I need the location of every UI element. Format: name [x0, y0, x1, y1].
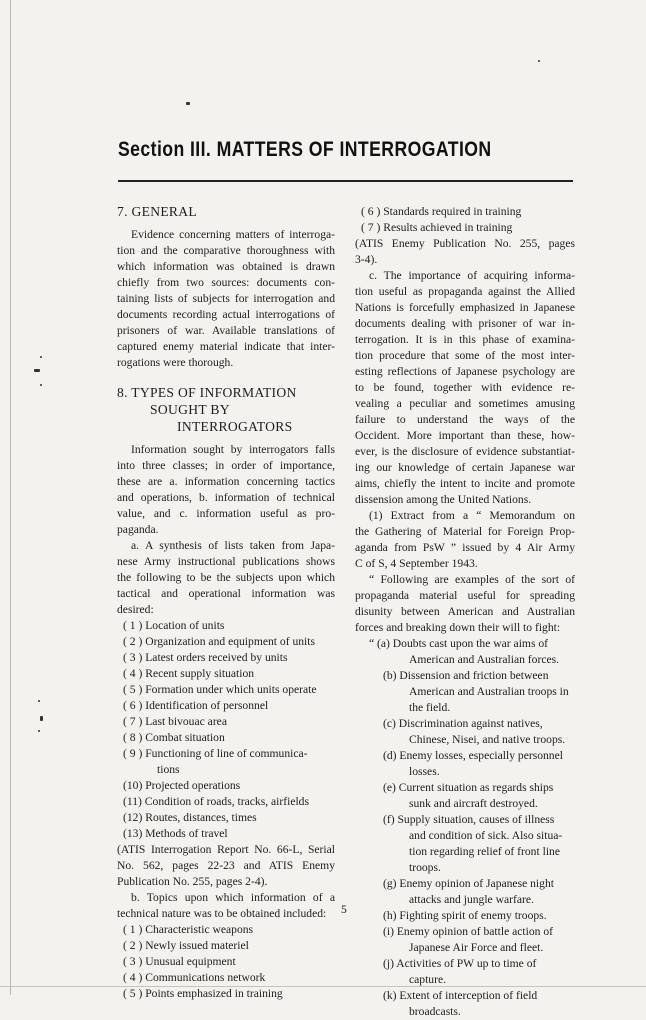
right-column-line: Chinese, Nisei, and native troops. — [409, 733, 566, 746]
left-column-line: documents recording actual interrogations of — [117, 308, 335, 321]
right-column-line: tion useful as propaganda against the Allied — [355, 285, 575, 298]
right-column-line: broadcasts. — [409, 1005, 461, 1018]
left-column-line: SOUGHT BY — [150, 402, 230, 417]
page-speck — [38, 730, 40, 732]
right-column-line: (f) Supply situation, causes of illness — [383, 813, 555, 826]
right-column — [355, 204, 575, 1020]
page-speck — [40, 716, 43, 721]
left-column-line: ( 2 ) Newly issued materiel — [123, 939, 249, 952]
right-column-line: documents dealing with prisoner of war in- — [355, 317, 575, 330]
right-column-line: forces and breaking down their will to fight: — [355, 621, 561, 634]
left-column-line: (ATIS Interrogation Report No. 66-L, Serial — [117, 843, 335, 856]
title-rule — [118, 180, 573, 182]
left-column-line: Information sought by interrogators falls — [131, 443, 335, 456]
left-column-line: ( 4 ) Recent supply situation — [123, 667, 255, 680]
left-column-line: (11) Condition of roads, tracks, airfields — [123, 795, 309, 808]
right-column-line: aganda from PsW ” issued by 4 Air Army — [355, 541, 575, 554]
left-column-line: ( 5 ) Formation under which units operate — [123, 683, 317, 696]
left-column-line: ( 6 ) Identification of personnel — [123, 699, 269, 712]
right-column-line: losses. — [409, 765, 440, 778]
right-column-line: (h) Fighting spirit of enemy troops. — [383, 909, 547, 922]
right-column-line: “ (a) Doubts cast upon the war aims of — [369, 637, 549, 650]
right-column-line: dissension among the United Nations. — [355, 493, 532, 506]
left-column-line: ( 2 ) Organization and equipment of units — [123, 635, 316, 648]
right-column-line: C of S, 4 September 1943. — [355, 557, 478, 570]
right-column-line: ( 6 ) Standards required in training — [361, 205, 522, 218]
left-column-line: a. A synthesis of lists taken from Japa- — [131, 539, 335, 552]
right-column-line: tion procedure that some of the most inter- — [355, 349, 575, 362]
left-column-line: ( 5 ) Points emphasized in training — [123, 987, 283, 1000]
right-column-line: to be found, together with evidence re- — [355, 381, 575, 394]
right-column-line: sunk and aircraft destroyed. — [409, 797, 538, 810]
left-column-line: captured enemy material indicate that inter- — [117, 340, 335, 353]
left-column-line: prisoners of war. Available translations of — [117, 324, 335, 337]
right-column-line: terrogation. It is in this phase of examina- — [355, 333, 575, 346]
left-column-line: Evidence concerning matters of interroga- — [131, 228, 335, 241]
right-column-line: disunity between American and Australian — [355, 605, 575, 618]
left-column-line: these are a. information concerning tactics — [117, 475, 335, 488]
right-column-line: 3-4). — [355, 253, 378, 266]
left-column-line: (12) Routes, distances, times — [123, 811, 257, 824]
left-column-line: Publication No. 255, pages 2-4). — [117, 875, 268, 888]
left-column-line: 8. TYPES OF INFORMATION — [117, 385, 297, 400]
left-column-line: (10) Projected operations — [123, 779, 241, 792]
left-column — [117, 204, 335, 1002]
right-column-line: capture. — [409, 973, 447, 986]
right-column-line: American and Australian forces. — [409, 653, 560, 666]
right-column-line: (k) Extent of interception of field — [383, 989, 538, 1002]
right-column-line: attacks and jungle warfare. — [409, 893, 534, 906]
left-column-line: value, and c. information useful as pro- — [117, 507, 335, 520]
right-column-line: propaganda material useful for spreading — [355, 589, 575, 602]
page-edge-shadow — [10, 0, 11, 995]
page-speck — [538, 60, 540, 62]
left-column-line: tions — [157, 763, 180, 776]
left-column-line: ( 1 ) Characteristic weapons — [123, 923, 254, 936]
right-column-line: (c) Discrimination against natives, — [383, 717, 543, 730]
left-column-line: which information was obtained is drawn — [117, 260, 335, 273]
left-column-line: paganda. — [117, 523, 159, 536]
right-column-line: “ Following are examples of the sort of — [369, 573, 575, 586]
left-column-line: rogations were thorough. — [117, 356, 234, 369]
right-column-line: (e) Current situation as regards ships — [383, 781, 554, 794]
left-column-line: into three classes; in order of importance, — [117, 459, 335, 472]
right-column-line: the field. — [409, 701, 451, 714]
left-column-line: nese Army instructional publications shows — [117, 555, 335, 568]
left-column-line: ( 1 ) Location of units — [123, 619, 225, 632]
right-column-line: failure to understand the ways of the — [355, 413, 575, 426]
right-column-line: c. The importance of acquiring informa- — [369, 269, 575, 282]
page-speck — [40, 384, 42, 386]
page-speck — [186, 102, 190, 105]
left-column-line: and operations, b. information of technical — [117, 491, 335, 504]
left-column-line: (13) Methods of travel — [123, 827, 228, 840]
left-column-line: tion and the comparative thoroughness with — [117, 244, 335, 257]
left-column-line: technical nature was to be obtained included: — [117, 907, 327, 920]
left-column-line: ( 4 ) Communications network — [123, 971, 266, 984]
left-column-line: ( 3 ) Latest orders received by units — [123, 651, 288, 664]
left-column-line: ( 9 ) Functioning of line of communica- — [123, 747, 308, 760]
left-column-line: b. Topics upon which information of a — [131, 891, 335, 904]
left-column-line: INTERROGATORS — [177, 419, 293, 434]
left-column-line: the following to be the subjects upon which — [117, 571, 335, 584]
left-column-line: tactical and operational information was — [117, 587, 335, 600]
page-speck — [34, 369, 40, 372]
right-column-line: American and Australian troops in — [409, 685, 569, 698]
left-column-line: ( 8 ) Combat situation — [123, 731, 225, 744]
right-column-line: (b) Dissension and friction between — [383, 669, 549, 682]
page-number: 5 — [341, 903, 347, 916]
right-column-line: Japanese Air Force and fleet. — [409, 941, 544, 954]
left-column-line: desired: — [117, 603, 154, 616]
left-column-line: ( 3 ) Unusual equipment — [123, 955, 236, 968]
right-column-line: Nations is forcefully emphasized in Japanese — [355, 301, 575, 314]
right-column-line: aims, chiefly the intent to incite and promote — [355, 477, 575, 490]
right-column-line: ( 7 ) Results achieved in training — [361, 221, 513, 234]
right-column-line: ing our knowledge of certain Japanese war — [355, 461, 575, 474]
right-column-line: vealing a peculiar and sometimes amusing — [355, 397, 575, 410]
right-column-line: and condition of sick. Also situa- — [409, 829, 563, 842]
right-column-line: esting reflections of Japanese psychology are — [355, 365, 575, 378]
right-column-line: (1) Extract from a “ Memorandum on — [369, 509, 575, 522]
right-column-line: tion regarding relief of front line — [409, 845, 560, 858]
page-speck — [40, 356, 42, 358]
left-column-line: ( 7 ) Last bivouac area — [123, 715, 227, 728]
left-column-line: chiefly from two sources: documents con- — [117, 276, 335, 289]
right-column-line: troops. — [409, 861, 441, 874]
right-column-line: ever, is the disclosure of evidence substantiat- — [355, 445, 575, 458]
right-column-line: the Gathering of Material for Foreign Prop- — [355, 525, 575, 538]
page-speck — [38, 700, 40, 702]
right-column-line: (d) Enemy losses, especially personnel — [383, 749, 563, 762]
left-column-line: 7. GENERAL — [117, 204, 198, 219]
left-column-line: taining lists of subjects for interrogation and — [117, 292, 335, 305]
right-column-line: (i) Enemy opinion of battle action of — [383, 925, 553, 938]
right-column-line: (g) Enemy opinion of Japanese night — [383, 877, 554, 890]
section-title: Section III. MATTERS OF INTERROGATION — [118, 138, 492, 161]
right-column-line: Occident. More important than these, how- — [355, 429, 575, 442]
right-column-line: (ATIS Enemy Publication No. 255, pages — [355, 237, 575, 250]
left-column-line — [117, 371, 335, 385]
right-column-line: (j) Activities of PW up to time of — [383, 957, 537, 970]
left-column-line: No. 562, pages 22-23 and ATIS Enemy — [117, 859, 335, 872]
